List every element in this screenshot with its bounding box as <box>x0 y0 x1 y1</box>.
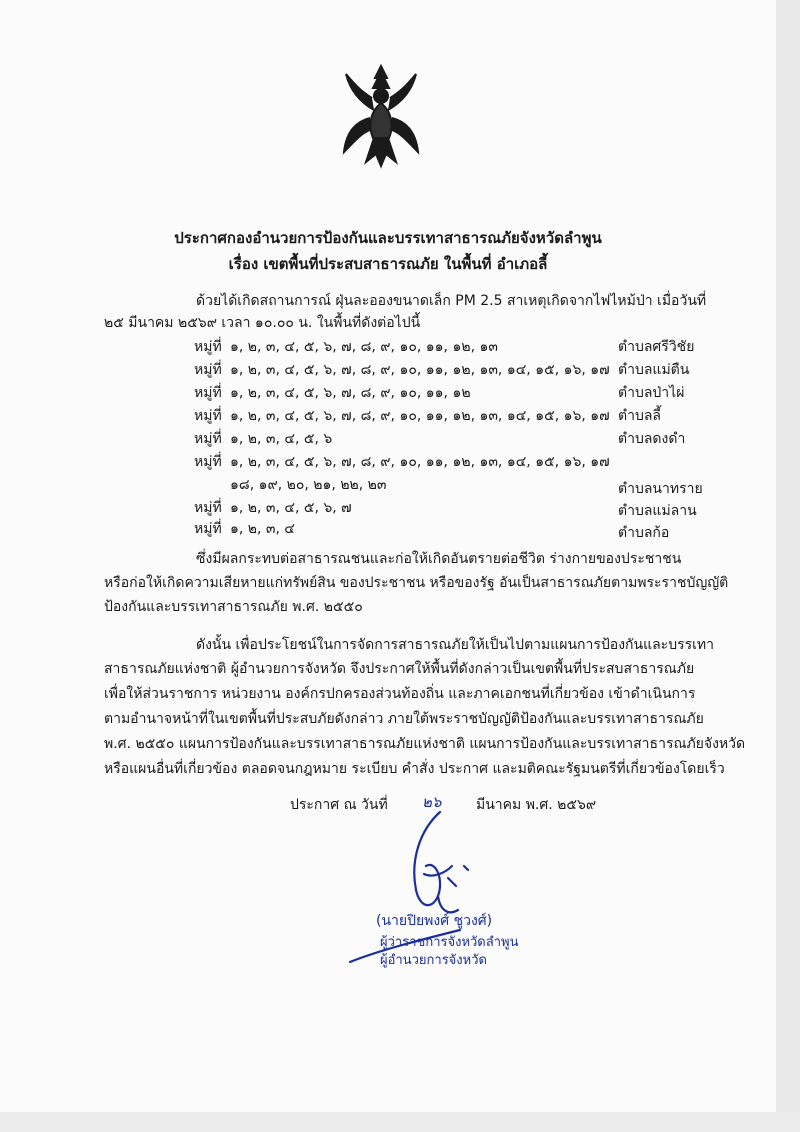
village-label: หมู่ที่ <box>194 408 222 424</box>
impact-line-2: หรือก่อให้เกิดความเสียหายแก่ทรัพย์สิน ของประชาชน หรือของรัฐ อันเป็นสาธารณภัยตามพระราชบัญญัติ <box>104 575 729 591</box>
village-numbers: ๑, ๒, ๓, ๔, ๕, ๖, ๗, ๘, ๙, ๑๐, ๑๑, ๑๒, ๑๓, ๑๔, ๑๕, ๑๖, ๑๗ <box>230 362 610 378</box>
village-label: หมู่ที่ <box>194 385 222 401</box>
village-numbers-cont: ๑๘, ๑๙, ๒๐, ๒๑, ๒๒, ๒๓ <box>230 477 387 493</box>
village-label: หมู่ที่ <box>194 500 222 516</box>
scan-edge-bottom <box>0 1112 800 1132</box>
scan-edge-right <box>776 0 800 1132</box>
signatory-role: ผู้อำนวยการจังหวัด <box>380 953 487 968</box>
declare-line-6: หรือแผนอื่นที่เกี่ยวข้อง ตลอดจนกฎหมาย ระเบียบ คำสั่ง ประกาศ และมติคณะรัฐมนตรีที่เกี่ยวข้องโดยเร็ว <box>104 761 725 777</box>
tambon-name: ตำบลลี้ <box>618 408 661 424</box>
tambon-name: ตำบลนาทราย <box>618 481 703 497</box>
tambon-name: ตำบลศรีวิชัย <box>618 339 695 355</box>
tambon-name: ตำบลก้อ <box>618 525 670 541</box>
village-label: หมู่ที่ <box>194 339 222 355</box>
impact-line-1: ซึ่งมีผลกระทบต่อสาธารณชนและก่อให้เกิดอันตรายต่อชีวิต ร่างกายของประชาชน <box>196 551 682 567</box>
village-label: หมู่ที่ <box>194 521 222 537</box>
declare-line-2: สาธารณภัยแห่งชาติ ผู้อำนวยการจังหวัด จึงประกาศให้พื้นที่ดังกล่าวเป็นเขตพื้นที่ประสบสาธารณภัย <box>104 661 695 677</box>
village-numbers: ๑, ๒, ๓, ๔, ๕, ๖ <box>230 431 333 447</box>
village-label: หมู่ที่ <box>194 454 222 470</box>
announcement-title: ประกาศกองอำนวยการป้องกันและบรรเทาสาธารณภัยจังหวัดลำพูน <box>174 229 602 247</box>
village-numbers: ๑, ๒, ๓, ๔ <box>230 521 295 537</box>
intro-line-1: ด้วยได้เกิดสถานการณ์ ฝุ่นละอองขนาดเล็ก PM 2.5 สาเหตุเกิดจากไฟไหม้ป่า เมื่อวันที่ <box>196 293 707 309</box>
village-numbers: ๑, ๒, ๓, ๔, ๕, ๖, ๗, ๘, ๙, ๑๐, ๑๑, ๑๒ <box>230 385 471 401</box>
declare-line-3: เพื่อให้ส่วนราชการ หน่วยงาน องค์กรปกครองส่วนท้องถิ่น และภาคเอกชนที่เกี่ยวข้อง เข้าดำเนินการ <box>104 686 696 702</box>
impact-line-3: ป้องกันและบรรเทาสาธารณภัย พ.ศ. ๒๕๕๐ <box>104 599 363 615</box>
village-numbers: ๑, ๒, ๓, ๔, ๕, ๖, ๗, ๘, ๙, ๑๐, ๑๑, ๑๒, ๑๓, ๑๔, ๑๕, ๑๖, ๑๗ <box>230 454 610 470</box>
announce-prefix: ประกาศ ณ วันที่ <box>290 797 388 813</box>
intro-line-2: ๒๕ มีนาคม ๒๕๖๙ เวลา ๑๐.๐๐ น. ในพื้นที่ดังต่อไปนี้ <box>104 315 421 331</box>
signatory-name: (นายปิยพงศ์ ชูวงศ์) <box>376 913 493 929</box>
announce-day: ๒๖ <box>422 793 442 811</box>
announce-suffix: มีนาคม พ.ศ. ๒๕๖๙ <box>476 797 597 813</box>
village-label: หมู่ที่ <box>194 431 222 447</box>
declare-line-4: ตามอำนาจหน้าที่ในเขตพื้นที่ประสบภัยดังกล่าว ภายใต้พระราชบัญญัติป้องกันและบรรเทาสาธารณภัย <box>104 711 704 727</box>
tambon-name: ตำบลแม่ลาน <box>618 503 697 519</box>
declare-line-5: พ.ศ. ๒๕๕๐ แผนการป้องกันและบรรเทาสาธารณภัยแห่งชาติ แผนการป้องกันและบรรเทาสาธารณภัยจังหวัด <box>104 736 746 752</box>
village-label: หมู่ที่ <box>194 362 222 378</box>
village-numbers: ๑, ๒, ๓, ๔, ๕, ๖, ๗ <box>230 500 352 516</box>
announcement-subject: เรื่อง เขตพื้นที่ประสบสาธารณภัย ในพื้นที่ อำเภอลี้ <box>228 255 548 273</box>
village-numbers: ๑, ๒, ๓, ๔, ๕, ๖, ๗, ๘, ๙, ๑๐, ๑๑, ๑๒, ๑๓ <box>230 339 498 355</box>
tambon-name: ตำบลป่าไผ่ <box>618 385 685 401</box>
garuda-emblem-icon <box>340 62 422 172</box>
tambon-name: ตำบลดงดำ <box>618 431 686 447</box>
declare-line-1: ดังนั้น เพื่อประโยชน์ในการจัดการสาธารณภัยให้เป็นไปตามแผนการป้องกันและบรรเทา <box>196 637 714 653</box>
tambon-name: ตำบลแม่ตืน <box>618 362 690 378</box>
signatory-position: ผู้ว่าราชการจังหวัดลำพูน <box>380 935 519 950</box>
village-numbers: ๑, ๒, ๓, ๔, ๕, ๖, ๗, ๘, ๙, ๑๐, ๑๑, ๑๒, ๑๓, ๑๔, ๑๕, ๑๖, ๑๗ <box>230 408 610 424</box>
